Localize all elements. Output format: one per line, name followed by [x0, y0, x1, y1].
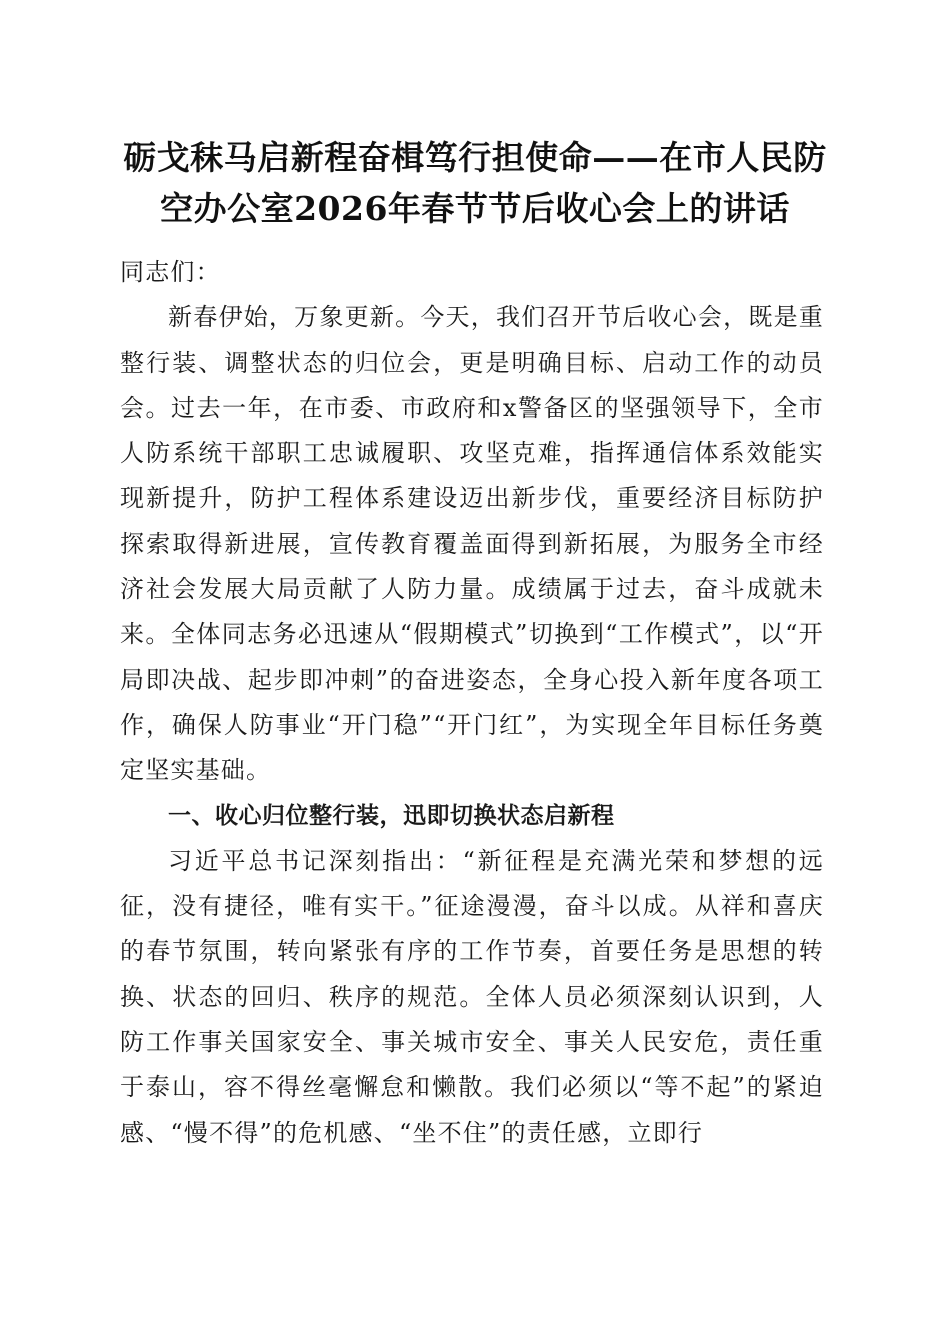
body-paragraph: 习近平总书记深刻指出：“新征程是充满光荣和梦想的远征，没有捷径，唯有实干。”征途漫漫，奋斗以成。从祥和喜庆的春节氛围，转向紧张有序的工作节奏，首要任务是思想的转换、状态的回归、秩序的规范。全体人员必须深刻认识到，人防工作事关国家安全、事关城市安全、事关人民安危，责任重于泰山，容不得丝毫懈怠和懒散。我们必须以“等不起”的紧迫感、“慢不得”的危机感、“坐不住”的责任感，立即行: [120, 846, 824, 1147]
body-paragraph: 新春伊始，万象更新。今天，我们召开节后收心会，既是重整行装、调整状态的归位会，更是明确目标、启动工作的动员会。过去一年，在市委、市政府和x警备区的坚强领导下，全市人防系统干部职工忠诚履职、攻坚克难，指挥通信体系效能实现新提升，防护工程体系建设迈出新步伐，重要经济目标防护探索取得新进展，宣传教育覆盖面得到新拓展，为服务全市经济社会发展大局贡献了人防力量。成绩属于过去，奋斗成就未来。全体同志务必迅速从“假期模式”切换到“工作模式”，以“开局即决战、起步即冲刺”的奋进姿态，全身心投入新年度各项工作，确保人防事业“开门稳”“开门红”，为实现全年目标任务奠定坚实基础。: [120, 303, 824, 785]
salutation: 同志们：: [120, 258, 221, 286]
document-body: [120, 250, 824, 1156]
section-heading: 一、收心归位整行装，迅即切换状态启新程: [168, 802, 615, 829]
document-title: 砺戈秣马启新程奋楫笃行担使命——在市人民防空办公室2026年春节节后收心会上的讲话: [123, 138, 827, 228]
